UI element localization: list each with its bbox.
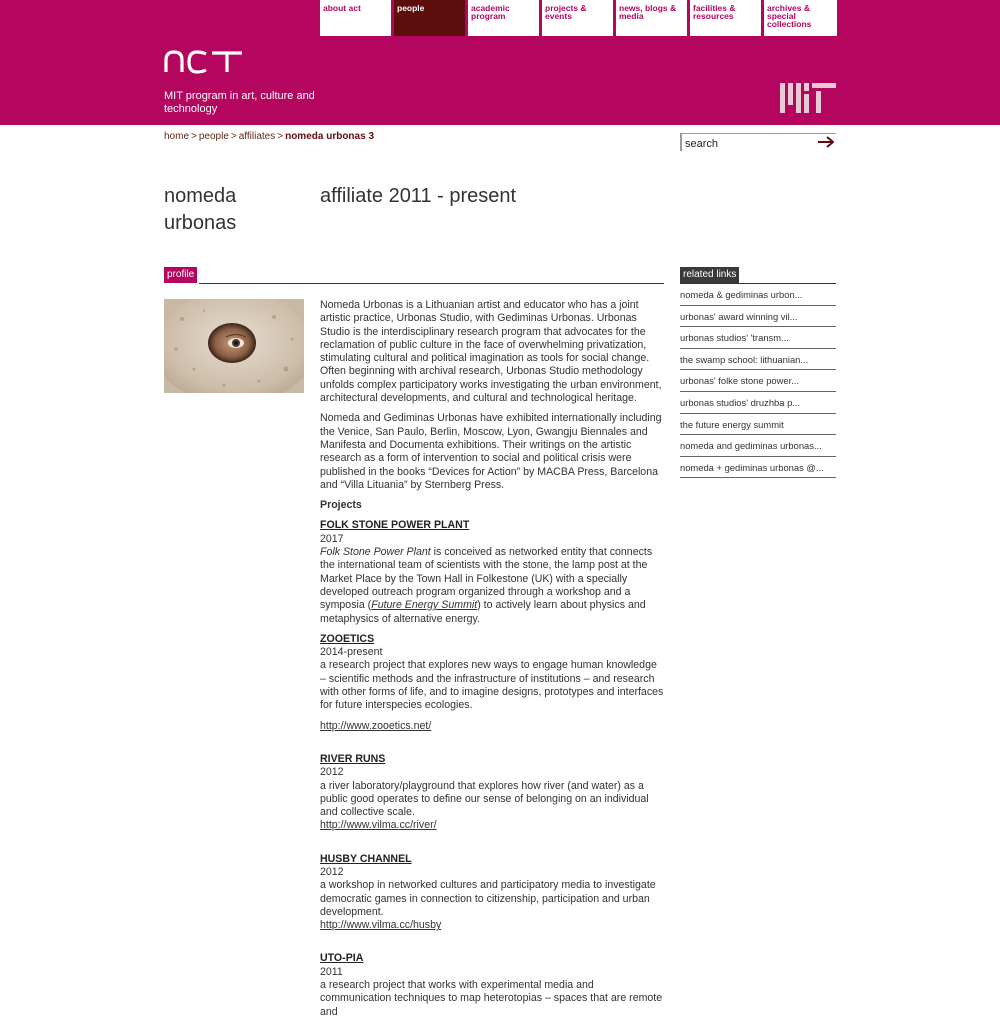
nav-tab-news-blogs-media[interactable] [616,0,687,36]
breadcrumb [164,131,374,142]
related-link[interactable]: nomeda + gediminas urbonas @... [680,457,836,479]
nav-tab-people[interactable] [394,0,465,36]
program-subtitle: MIT program in art, culture and technology [164,90,315,115]
breadcrumb-separator: > [277,131,284,142]
breadcrumb-separator: > [191,131,197,142]
project-item [320,519,665,625]
breadcrumb-affiliates[interactable]: affiliates [238,131,276,142]
related-link[interactable]: urbonas' award winning vil... [680,306,836,328]
act-logo[interactable] [164,48,244,74]
nav-tab-label: archives & special collections [767,3,812,29]
project-item [320,753,665,833]
project-year: 2011 [320,965,343,978]
related-link[interactable]: urbonas studios' druzhba p... [680,392,836,414]
nav-tab-label: news, blogs & media [619,3,677,21]
project-item [320,633,665,733]
arrow-right-icon[interactable] [818,136,834,148]
project-title[interactable]: FOLK STONE POWER PLANT [320,519,470,532]
project-year: 2017 [320,532,344,545]
nav-tab-archives[interactable] [764,0,837,36]
project-desc-text: is conceived as networked entity that connects the international team of scientists with the stone, the lamp post at the Market Place by the Town Hall in Folkestone (UK) with a specially developed outreach program organized through a workshop and a symposia ( [320,546,653,612]
related-link[interactable]: nomeda & gediminas urbon... [680,284,836,306]
related-link[interactable]: urbonas' folke stone power... [680,370,836,392]
project-description: a workshop in networked cultures and participatory media to investigate democratic games in connection to citizenship, participation and urban development. [320,879,656,918]
divider [199,283,664,284]
nav-tab-label: projects & events [545,3,587,21]
related-link[interactable]: the swamp school: lithuanian... [680,349,836,371]
project-year: 2012 [320,865,344,878]
project-item [320,853,665,933]
bio-paragraph: Nomeda Urbonas is a Lithuanian artist and educator who has a joint artistic practice, Urbonas Studio, with Gediminas Urbonas. Urbonas Studio is the interdisciplinary research program that advocates for the reclamation of public culture in the face of overwhelming privatization, stimulating cultural and political imagination as tools for social change. Often beginning with archival research, Urbonas Studio methodology unfolds complex participatory works investigating the urban environment, architectural developments, and cultural and technological heritage. [320,299,662,405]
nav-tab-facilities-resources[interactable] [690,0,761,36]
project-year: 2012 [320,766,344,779]
project-description: a research project that works with experimental media and communication techniques to map heterotopias – spaces that are remote and [320,979,663,1018]
project-name-italic: Folk Stone Power Plant [320,546,431,559]
nav-tab-label: about act [323,3,361,13]
nav-tab-projects-events[interactable] [542,0,613,36]
related-link[interactable]: the future energy summit [680,414,836,436]
project-title[interactable]: RIVER RUNS [320,752,386,765]
mit-logo[interactable] [780,83,836,113]
related-links-tab: related links [680,267,739,283]
nav-tab-label: academic program [471,3,510,21]
site-header [0,0,1000,125]
project-title[interactable]: ZOOETICS [320,632,375,645]
breadcrumb-current: nomeda urbonas 3 [285,131,374,142]
profile-content [320,299,665,1026]
person-name: nomeda urbonas [164,185,237,234]
related-links-list [680,284,836,478]
nav-tab-label: people [397,3,425,13]
profile-photo [164,299,304,393]
nav-tab-about-act[interactable] [320,0,391,36]
project-link[interactable]: http://www.vilma.cc/river/ [320,819,437,832]
project-item [320,952,665,1018]
nav-tab-academic-program[interactable] [468,0,539,36]
nav-tab-label: facilities & resources [693,3,736,21]
breadcrumb-people[interactable]: people [198,131,229,142]
search-input[interactable] [682,136,818,153]
project-link[interactable]: http://www.zooetics.net/ [320,719,432,732]
bio-paragraph: Nomeda and Gediminas Urbonas have exhibited internationally including the Venice, San Paulo, Berlin, Moscow, Lyon, Gwangju Biennales and Manifesta and Documenta exhibitions. Their writings on the artistic research as a form of intervention to social and political crisis were published in the books “Devices for Action” by MACBA Press, Barcelona and “Villa Lituania” by Sternberg Press. [320,412,662,491]
future-energy-summit-link[interactable]: Future Energy Summit [371,599,478,612]
search-box [680,133,836,151]
related-link[interactable]: nomeda and gediminas urbonas... [680,435,836,457]
projects-heading: Projects [320,499,362,512]
project-description [320,546,665,626]
profile-tab: profile [164,267,197,283]
project-link[interactable]: http://www.vilma.cc/husby [320,919,442,932]
breadcrumb-home[interactable]: home [164,131,190,142]
project-title[interactable]: HUSBY CHANNEL [320,852,412,865]
breadcrumb-separator: > [230,131,237,142]
project-description: a river laboratory/playground that explores how river (and water) as a public good operates to define our sense of belonging on an individual and collective scale. [320,779,649,819]
affiliation-title: affiliate 2011 - present [320,185,517,207]
project-title[interactable]: UTO-PIA [320,952,364,965]
project-desc-text: ) to actively learn about physics and metaphysics of alternative energy. [320,599,646,625]
related-link[interactable]: urbonas studios' 'transm... [680,327,836,349]
project-description: a research project that explores new ways to engage human knowledge – scientific methods and the infrastructure of institutions – and research with other forms of life, and to imagine designs, prototypes and interfaces for future interspecies ecologies. [320,659,664,712]
project-year: 2014-present [320,646,383,659]
